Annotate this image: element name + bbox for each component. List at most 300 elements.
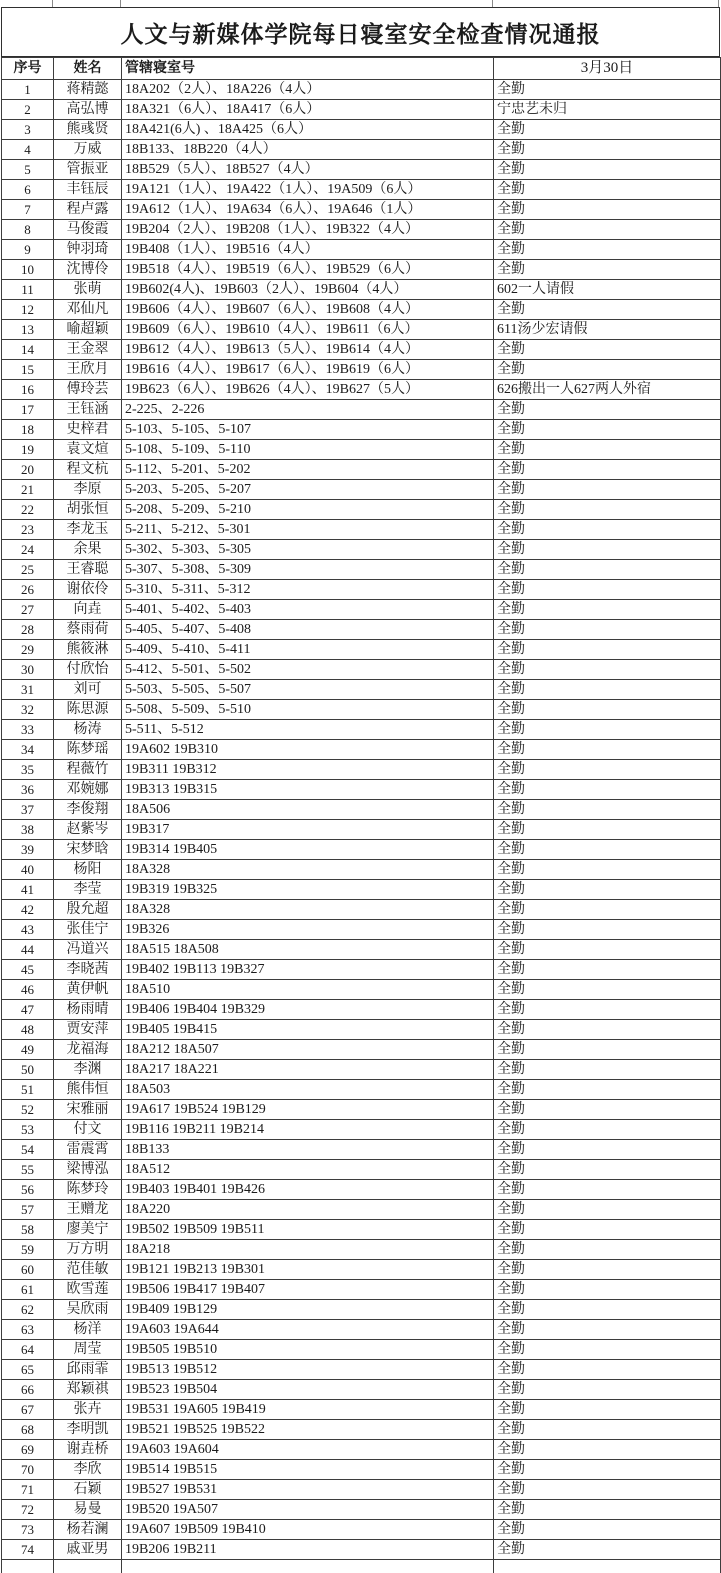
status-text: 626搬出一人627两人外宿 (494, 380, 721, 400)
row-number: 42 (2, 900, 54, 920)
row-number: 50 (2, 1060, 54, 1080)
student-name: 李渊 (54, 1060, 122, 1080)
student-name: 赵紫岑 (54, 820, 122, 840)
row-number: 51 (2, 1080, 54, 1100)
student-name: 范佳敏 (54, 1260, 122, 1280)
student-name: 程薇竹 (54, 760, 122, 780)
room-list: 18A321（6人）、18A417（6人） (122, 100, 494, 120)
room-list: 5-211、5-212、5-301 (122, 520, 494, 540)
status-text: 全勤 (494, 500, 721, 520)
student-name: 谢垚桥 (54, 1440, 122, 1460)
row-number: 64 (2, 1340, 54, 1360)
title-cell (1, 7, 720, 57)
student-name: 李龙玉 (54, 520, 122, 540)
row-number: 43 (2, 920, 54, 940)
clipped-empty-row (2, 1560, 721, 1573)
room-list: 18B133、18B220（4人） (122, 140, 494, 160)
room-list: 5-405、5-407、5-408 (122, 620, 494, 640)
header-name: 姓名 (54, 58, 122, 80)
row-number: 48 (2, 1020, 54, 1040)
room-list: 5-208、5-209、5-210 (122, 500, 494, 520)
status-text: 全勤 (494, 580, 721, 600)
student-name: 戚亚男 (54, 1540, 122, 1560)
row-number: 47 (2, 1000, 54, 1020)
status-text: 全勤 (494, 760, 721, 780)
row-number: 13 (2, 320, 54, 340)
table-row (2, 1200, 721, 1220)
row-number: 36 (2, 780, 54, 800)
table-row (2, 1400, 721, 1420)
student-name: 邓仙凡 (54, 300, 122, 320)
room-list: 19B531 19A605 19B419 (122, 1400, 494, 1420)
room-list: 18A328 (122, 860, 494, 880)
table-row (2, 760, 721, 780)
table-row (2, 1500, 721, 1520)
status-text: 全勤 (494, 900, 721, 920)
table-row (2, 1000, 721, 1020)
room-list: 18A421(6人) 、18A425（6人） (122, 120, 494, 140)
room-list: 19B405 19B415 (122, 1020, 494, 1040)
row-number: 9 (2, 240, 54, 260)
room-list: 18A212 18A507 (122, 1040, 494, 1060)
table-row (2, 1540, 721, 1560)
status-text: 全勤 (494, 660, 721, 680)
student-name: 蔡雨荷 (54, 620, 122, 640)
student-name: 丰钰辰 (54, 180, 122, 200)
status-text: 全勤 (494, 460, 721, 480)
status-text: 全勤 (494, 1080, 721, 1100)
student-name: 陈梦玲 (54, 1180, 122, 1200)
inspection-table (1, 57, 721, 1573)
student-name: 付欣怡 (54, 660, 122, 680)
student-name: 傅玲芸 (54, 380, 122, 400)
clipped-row-above-title (0, 0, 721, 7)
student-name: 付文 (54, 1120, 122, 1140)
student-name: 贾安萍 (54, 1020, 122, 1040)
room-list: 18A512 (122, 1160, 494, 1180)
status-text: 全勤 (494, 120, 721, 140)
student-name: 管振亚 (54, 160, 122, 180)
room-list: 19B513 19B512 (122, 1360, 494, 1380)
student-name: 邱雨霏 (54, 1360, 122, 1380)
header-row (2, 58, 721, 80)
row-number: 70 (2, 1460, 54, 1480)
row-number: 60 (2, 1260, 54, 1280)
student-name: 李明凯 (54, 1420, 122, 1440)
student-name: 谢依伶 (54, 580, 122, 600)
row-number: 72 (2, 1500, 54, 1520)
room-list: 5-409、5-410、5-411 (122, 640, 494, 660)
status-text: 全勤 (494, 1440, 721, 1460)
student-name: 欧雪莲 (54, 1280, 122, 1300)
status-text: 全勤 (494, 200, 721, 220)
row-number: 65 (2, 1360, 54, 1380)
status-text: 全勤 (494, 720, 721, 740)
table-row (2, 100, 721, 120)
student-name: 易曼 (54, 1500, 122, 1520)
table-row (2, 1340, 721, 1360)
table-row (2, 980, 721, 1000)
row-number: 23 (2, 520, 54, 540)
status-text: 全勤 (494, 540, 721, 560)
row-number: 49 (2, 1040, 54, 1060)
student-name: 冯道兴 (54, 940, 122, 960)
table-row (2, 1100, 721, 1120)
row-number: 33 (2, 720, 54, 740)
table-row (2, 1140, 721, 1160)
room-list: 5-412、5-501、5-502 (122, 660, 494, 680)
student-name: 杨阳 (54, 860, 122, 880)
table-body (2, 80, 721, 1573)
row-number: 61 (2, 1280, 54, 1300)
row-number: 68 (2, 1420, 54, 1440)
room-list: 5-103、5-105、5-107 (122, 420, 494, 440)
room-list: 18A328 (122, 900, 494, 920)
table-row (2, 240, 721, 260)
student-name: 王睿聪 (54, 560, 122, 580)
room-list: 19B521 19B525 19B522 (122, 1420, 494, 1440)
table-row (2, 600, 721, 620)
student-name: 陈思源 (54, 700, 122, 720)
table-row (2, 520, 721, 540)
room-list: 5-203、5-205、5-207 (122, 480, 494, 500)
table-row (2, 800, 721, 820)
header-date: 3月30日 (494, 58, 721, 80)
status-text: 全勤 (494, 1500, 721, 1520)
room-list: 5-508、5-509、5-510 (122, 700, 494, 720)
row-number: 3 (2, 120, 54, 140)
room-list: 18A506 (122, 800, 494, 820)
room-list: 19A617 19B524 19B129 (122, 1100, 494, 1120)
status-text: 全勤 (494, 960, 721, 980)
student-name: 张卉 (54, 1400, 122, 1420)
room-list: 5-302、5-303、5-305 (122, 540, 494, 560)
status-text: 全勤 (494, 700, 721, 720)
table-row (2, 1240, 721, 1260)
status-text: 全勤 (494, 1000, 721, 1020)
table-row (2, 360, 721, 380)
row-number: 28 (2, 620, 54, 640)
student-name: 李欣 (54, 1460, 122, 1480)
room-list: 19B204（2人）、19B208（1人）、19B322（4人） (122, 220, 494, 240)
table-row (2, 1020, 721, 1040)
status-text: 全勤 (494, 340, 721, 360)
room-list: 2-225、2-226 (122, 400, 494, 420)
row-number: 15 (2, 360, 54, 380)
status-text: 全勤 (494, 1280, 721, 1300)
student-name: 殷允超 (54, 900, 122, 920)
student-name: 杨涛 (54, 720, 122, 740)
room-list: 19B406 19B404 19B329 (122, 1000, 494, 1020)
table-row (2, 420, 721, 440)
room-list: 19B506 19B417 19B407 (122, 1280, 494, 1300)
student-name: 周莹 (54, 1340, 122, 1360)
row-number: 56 (2, 1180, 54, 1200)
room-list: 19B317 (122, 820, 494, 840)
room-list: 19B402 19B113 19B327 (122, 960, 494, 980)
status-text: 全勤 (494, 400, 721, 420)
table-row (2, 1040, 721, 1060)
row-number: 37 (2, 800, 54, 820)
row-number: 46 (2, 980, 54, 1000)
student-name: 邓婉娜 (54, 780, 122, 800)
student-name: 刘可 (54, 680, 122, 700)
status-text: 全勤 (494, 560, 721, 580)
room-list: 19B121 19B213 19B301 (122, 1260, 494, 1280)
status-text: 全勤 (494, 620, 721, 640)
row-number: 22 (2, 500, 54, 520)
student-name: 张佳宁 (54, 920, 122, 940)
table-row (2, 320, 721, 340)
student-name: 喻超颖 (54, 320, 122, 340)
room-list: 19A603 19A604 (122, 1440, 494, 1460)
student-name: 王金翠 (54, 340, 122, 360)
room-list: 5-108、5-109、5-110 (122, 440, 494, 460)
table-row (2, 900, 721, 920)
status-text: 全勤 (494, 1260, 721, 1280)
room-list: 19B505 19B510 (122, 1340, 494, 1360)
status-text: 全勤 (494, 1540, 721, 1560)
grid-line (492, 0, 493, 7)
student-name: 雷震霄 (54, 1140, 122, 1160)
table-row (2, 680, 721, 700)
table-row (2, 860, 721, 880)
table-row (2, 440, 721, 460)
row-number: 24 (2, 540, 54, 560)
row-number: 58 (2, 1220, 54, 1240)
student-name: 王赠龙 (54, 1200, 122, 1220)
student-name: 王钰涵 (54, 400, 122, 420)
table-row (2, 620, 721, 640)
room-list: 18A510 (122, 980, 494, 1000)
row-number: 21 (2, 480, 54, 500)
table-row (2, 260, 721, 280)
student-name: 胡张恒 (54, 500, 122, 520)
row-number: 57 (2, 1200, 54, 1220)
table-row (2, 840, 721, 860)
status-text: 宁忠艺未归 (494, 100, 721, 120)
room-list: 18A202（2人）、18A226（4人） (122, 80, 494, 100)
room-list: 19B311 19B312 (122, 760, 494, 780)
row-number: 52 (2, 1100, 54, 1120)
room-list: 19B616（4人）、19B617（6人）、19B619（6人） (122, 360, 494, 380)
status-text: 全勤 (494, 440, 721, 460)
table-row (2, 540, 721, 560)
student-name: 王欣月 (54, 360, 122, 380)
status-text: 全勤 (494, 1180, 721, 1200)
status-text: 全勤 (494, 940, 721, 960)
status-text: 全勤 (494, 80, 721, 100)
status-text: 全勤 (494, 520, 721, 540)
student-name: 熊伟恒 (54, 1080, 122, 1100)
row-number: 41 (2, 880, 54, 900)
student-name: 李晓茜 (54, 960, 122, 980)
table-row (2, 160, 721, 180)
room-list: 19A612（1人）、19A634（6人）、19A646（1人） (122, 200, 494, 220)
table-row (2, 1440, 721, 1460)
table-row (2, 280, 721, 300)
header-rooms: 管辖寝室号 (122, 58, 494, 80)
status-text: 全勤 (494, 880, 721, 900)
table-row (2, 780, 721, 800)
status-text: 全勤 (494, 1200, 721, 1220)
student-name: 李俊翔 (54, 800, 122, 820)
room-list: 19B514 19B515 (122, 1460, 494, 1480)
table-row (2, 740, 721, 760)
row-number: 8 (2, 220, 54, 240)
table-row (2, 880, 721, 900)
row-number: 73 (2, 1520, 54, 1540)
student-name: 程卢露 (54, 200, 122, 220)
status-text: 全勤 (494, 1460, 721, 1480)
row-number: 55 (2, 1160, 54, 1180)
room-list: 5-401、5-402、5-403 (122, 600, 494, 620)
row-number: 54 (2, 1140, 54, 1160)
room-list: 19B518（4人）、19B519（6人）、19B529（6人） (122, 260, 494, 280)
status-text: 全勤 (494, 1480, 721, 1500)
room-list: 18A218 (122, 1240, 494, 1260)
room-list: 18A503 (122, 1080, 494, 1100)
table-row (2, 1480, 721, 1500)
table-row (2, 1300, 721, 1320)
room-list: 19A602 19B310 (122, 740, 494, 760)
student-name: 向垚 (54, 600, 122, 620)
student-name: 吴欣雨 (54, 1300, 122, 1320)
table-row (2, 1520, 721, 1540)
table-row (2, 400, 721, 420)
room-list: 19B612（4人）、19B613（5人）、19B614（4人） (122, 340, 494, 360)
student-name: 余果 (54, 540, 122, 560)
table-row (2, 500, 721, 520)
room-list: 19B609（6人）、19B610（4人）、19B611（6人） (122, 320, 494, 340)
status-text: 全勤 (494, 1220, 721, 1240)
row-number: 38 (2, 820, 54, 840)
status-text: 全勤 (494, 1380, 721, 1400)
room-list: 19B520 19A507 (122, 1500, 494, 1520)
student-name: 万威 (54, 140, 122, 160)
student-name: 熊筱淋 (54, 640, 122, 660)
room-list: 19B527 19B531 (122, 1480, 494, 1500)
student-name: 梁博泓 (54, 1160, 122, 1180)
table-row (2, 1080, 721, 1100)
table-row (2, 940, 721, 960)
row-number: 59 (2, 1240, 54, 1260)
status-text: 全勤 (494, 840, 721, 860)
student-name: 宋梦晗 (54, 840, 122, 860)
row-number: 35 (2, 760, 54, 780)
table-row (2, 700, 721, 720)
status-text: 全勤 (494, 300, 721, 320)
status-text: 602一人请假 (494, 280, 721, 300)
table-row (2, 1220, 721, 1240)
table-row (2, 820, 721, 840)
grid-line (718, 0, 719, 7)
row-number: 18 (2, 420, 54, 440)
room-list: 19B409 19B129 (122, 1300, 494, 1320)
table-row (2, 200, 721, 220)
row-number: 27 (2, 600, 54, 620)
student-name: 沈博伶 (54, 260, 122, 280)
status-text: 全勤 (494, 600, 721, 620)
student-name: 万方明 (54, 1240, 122, 1260)
row-number: 11 (2, 280, 54, 300)
table-row (2, 80, 721, 100)
table-row (2, 960, 721, 980)
row-number: 17 (2, 400, 54, 420)
student-name: 李莹 (54, 880, 122, 900)
row-number: 20 (2, 460, 54, 480)
status-text: 全勤 (494, 240, 721, 260)
table-row (2, 720, 721, 740)
status-text: 全勤 (494, 1420, 721, 1440)
table-row (2, 1360, 721, 1380)
status-text: 全勤 (494, 640, 721, 660)
grid-line (52, 0, 53, 7)
room-list: 19B523 19B504 (122, 1380, 494, 1400)
student-name: 李原 (54, 480, 122, 500)
row-number: 63 (2, 1320, 54, 1340)
row-number: 10 (2, 260, 54, 280)
student-name: 陈梦瑶 (54, 740, 122, 760)
room-list: 5-503、5-505、5-507 (122, 680, 494, 700)
student-name: 黄伊帆 (54, 980, 122, 1000)
status-text: 全勤 (494, 1140, 721, 1160)
room-list: 19B403 19B401 19B426 (122, 1180, 494, 1200)
room-list: 5-307、5-308、5-309 (122, 560, 494, 580)
student-name: 张萌 (54, 280, 122, 300)
table-row (2, 660, 721, 680)
table-row (2, 1380, 721, 1400)
room-list: 19B319 19B325 (122, 880, 494, 900)
row-number: 12 (2, 300, 54, 320)
student-name: 石颖 (54, 1480, 122, 1500)
table-row (2, 340, 721, 360)
table-row (2, 180, 721, 200)
room-list: 18B529（5人）、18B527（4人） (122, 160, 494, 180)
student-name: 钟羽琦 (54, 240, 122, 260)
row-number: 30 (2, 660, 54, 680)
row-number: 26 (2, 580, 54, 600)
row-number: 32 (2, 700, 54, 720)
row-number: 53 (2, 1120, 54, 1140)
row-number: 34 (2, 740, 54, 760)
row-number: 7 (2, 200, 54, 220)
row-number: 62 (2, 1300, 54, 1320)
row-number: 71 (2, 1480, 54, 1500)
status-text: 全勤 (494, 680, 721, 700)
status-text: 全勤 (494, 1020, 721, 1040)
student-name: 程文杭 (54, 460, 122, 480)
table-row (2, 380, 721, 400)
room-list: 19A607 19B509 19B410 (122, 1520, 494, 1540)
empty-cell (122, 1560, 494, 1573)
status-text: 全勤 (494, 360, 721, 380)
row-number: 4 (2, 140, 54, 160)
row-number: 74 (2, 1540, 54, 1560)
room-list: 18B133 (122, 1140, 494, 1160)
status-text: 全勤 (494, 780, 721, 800)
student-name: 史梓君 (54, 420, 122, 440)
row-number: 45 (2, 960, 54, 980)
status-text: 全勤 (494, 180, 721, 200)
student-name: 郑颖祺 (54, 1380, 122, 1400)
status-text: 全勤 (494, 1320, 721, 1340)
room-list: 18A217 18A221 (122, 1060, 494, 1080)
room-list: 19B326 (122, 920, 494, 940)
row-number: 66 (2, 1380, 54, 1400)
student-name: 蒋精懿 (54, 80, 122, 100)
status-text: 全勤 (494, 740, 721, 760)
